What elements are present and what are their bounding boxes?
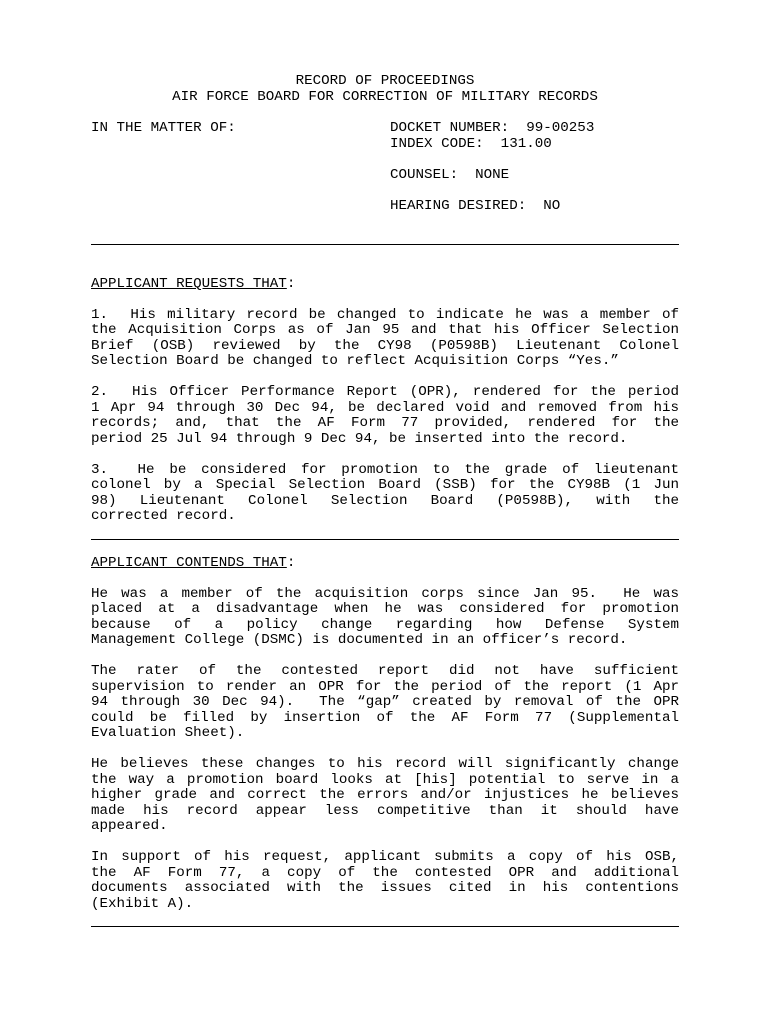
contends-p2-line-1: The rater of the contested report did not have sufficient [91, 663, 679, 679]
request-2-line-2: 1 Apr 94 through 30 Dec 94, be declared void and removed from his [91, 400, 679, 416]
divider [91, 244, 679, 245]
contends-heading [91, 556, 679, 572]
contends-p1-line-3: because of a policy change regarding how Defense System [91, 617, 679, 633]
hearing-desired: HEARING DESIRED: NO [390, 198, 561, 214]
request-2-line-1: 2. His Officer Performance Report (OPR), rendered for the period [91, 384, 679, 400]
contends-heading-colon: : [286, 555, 296, 571]
requests-heading-text: APPLICANT REQUESTS THAT [91, 276, 287, 292]
record-title: RECORD OF PROCEEDINGS [295, 73, 475, 89]
request-2-line-3: records; and, that the AF Form 77 provided, rendered for the [91, 415, 679, 431]
contends-p2-line-2: supervision to render an OPR for the period of the report (1 Apr [91, 679, 679, 695]
contends-heading-text: APPLICANT CONTENDS THAT [91, 555, 287, 571]
request-3-line-2: colonel by a Special Selection Board (SSB) for the CY98B (1 Jun [91, 477, 679, 493]
contends-p3-line-2: the way a promotion board looks at [his] potential to serve in a [91, 772, 679, 788]
request-3-line-4: corrected record. [91, 508, 236, 524]
contends-p3-line-1: He believes these changes to his record will significantly change [91, 756, 679, 772]
contends-p4-line-1: In support of his request, applicant submits a copy of his OSB, [91, 849, 679, 865]
divider [91, 926, 679, 927]
contends-p4-line-2: the AF Form 77, a copy of the contested OPR and additional [91, 865, 679, 881]
matter-label: IN THE MATTER OF: [91, 120, 236, 136]
contends-p4-line-3: documents associated with the issues cited in his contentions [91, 880, 679, 896]
request-1-line-2: the Acquisition Corps as of Jan 95 and that his Officer Selection [91, 322, 679, 338]
counsel: COUNSEL: NONE [390, 167, 510, 183]
contends-p2-line-4: could be filled by insertion of the AF Form 77 (Supplemental [91, 710, 679, 726]
request-3-line-3: 98) Lieutenant Colonel Selection Board (P0598B), with the [91, 493, 679, 509]
contends-p3-line-3: higher grade and correct the errors and/or injustices he believes [91, 787, 679, 803]
request-1-line-3: Brief (OSB) reviewed by the CY98 (P0598B) Lieutenant Colonel [91, 338, 679, 354]
contends-p3-line-4: made his record appear less competitive than it should have [91, 803, 679, 819]
contends-p1-line-4: Management College (DSMC) is documented in an officer’s record. [91, 632, 628, 648]
divider [91, 539, 679, 540]
contends-p2-line-5: Evaluation Sheet). [91, 725, 245, 741]
request-1-line-1: 1. His military record be changed to indicate he was a member of [91, 307, 679, 323]
contends-p1-line-1: He was a member of the acquisition corps since Jan 95. He was [91, 586, 679, 602]
docket-number: DOCKET NUMBER: 99-00253 [390, 120, 595, 136]
request-1-line-4: Selection Board be changed to reflect Acquisition Corps “Yes.” [91, 353, 619, 369]
contends-p4-line-4: (Exhibit A). [91, 896, 194, 912]
index-code: INDEX CODE: 131.00 [390, 136, 552, 152]
contends-p3-line-5: appeared. [91, 818, 168, 834]
contends-p2-line-3: 94 through 30 Dec 94). The “gap” created by removal of the OPR [91, 694, 679, 710]
request-3-line-1: 3. He be considered for promotion to the grade of lieutenant [91, 462, 679, 478]
requests-heading [91, 277, 679, 293]
requests-heading-colon: : [286, 276, 296, 292]
board-title: AIR FORCE BOARD FOR CORRECTION OF MILITARY RECORDS [172, 89, 598, 105]
contends-p1-line-2: placed at a disadvantage when he was considered for promotion [91, 601, 679, 617]
request-2-line-4: period 25 Jul 94 through 9 Dec 94, be inserted into the record. [91, 431, 628, 447]
